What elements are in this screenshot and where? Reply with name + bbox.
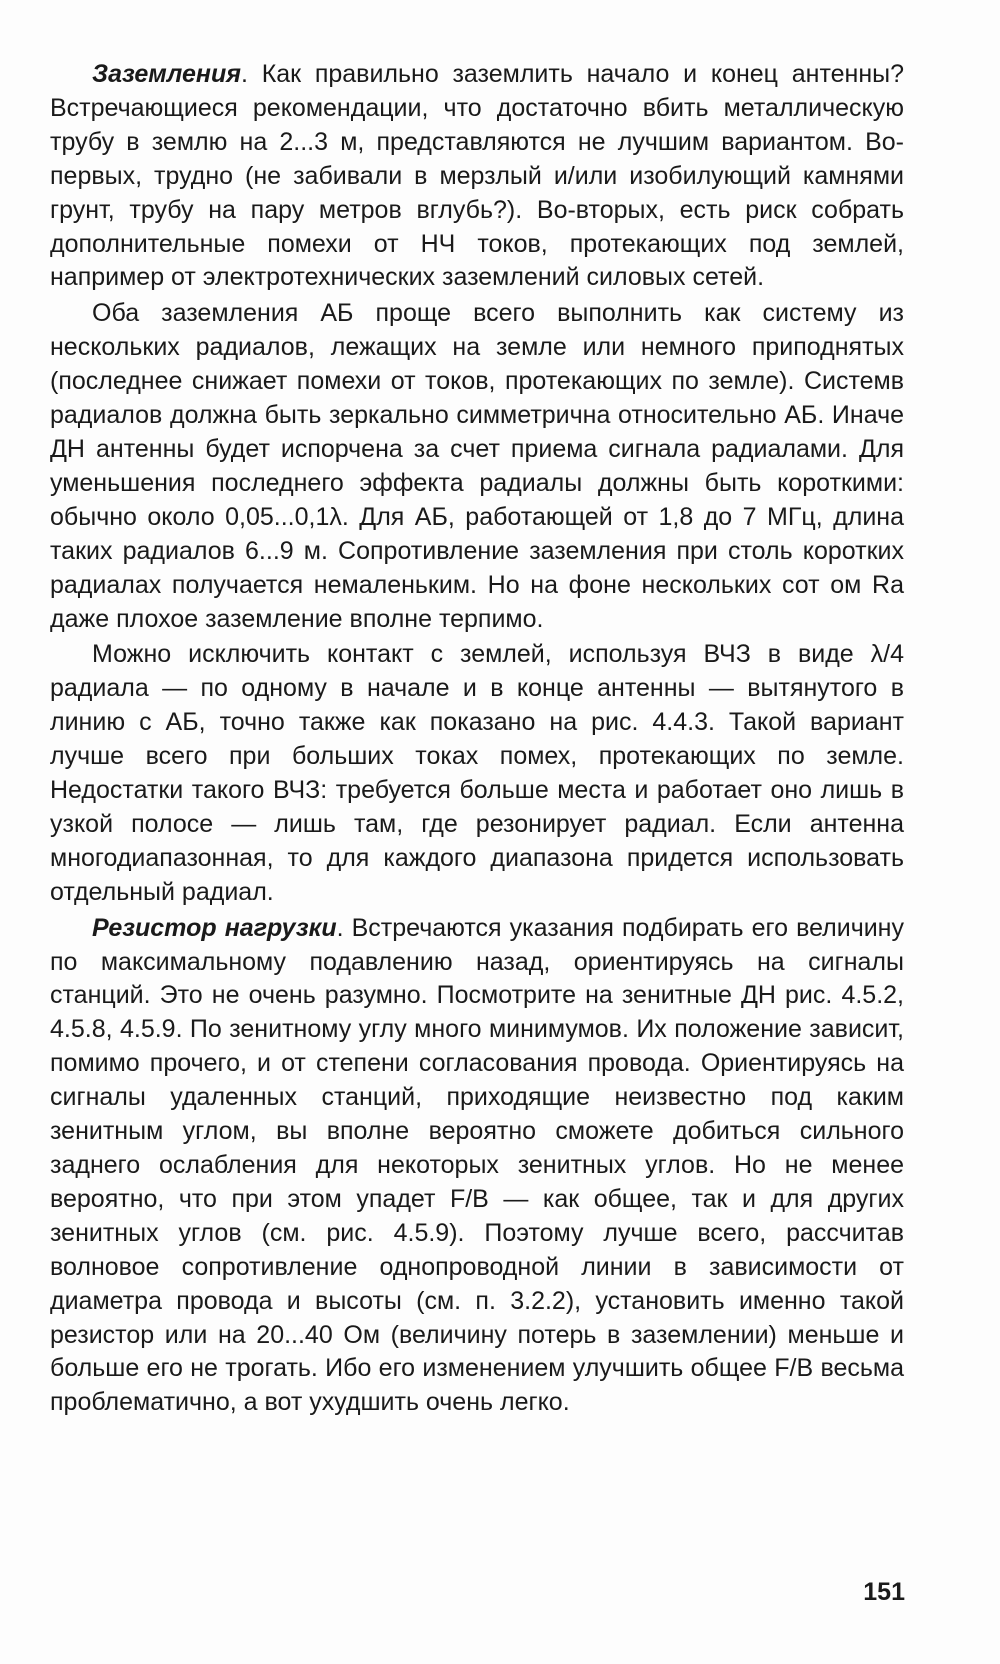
paragraph-lead-heading: Резистор нагрузки: [92, 913, 337, 942]
paragraph-text: Оба заземления АБ проще всего выполнить как систему из нескольких радиалов, лежащих на земле или немного приподнятых (последнее снижает помехи от токов, протекающих по земле). Системв радиалов должна быть зеркально симметрична относительно АБ. Иначе ДН антенны будет испорчена за счет приема сигнала радиалами. Для уменьшения последнего эффекта радиалы должны быть короткими: обычно около 0,05...0,1λ. Для АБ, работающей от 1,8 до 7 МГц, длина таких радиалов 6...9 м. Сопротивление заземления при столь коротких радиалах получается немаленьким. Но на фоне нескольких сот ом Ra даже плохое заземление вполне терпимо.: [50, 299, 904, 633]
body-text: [50, 58, 904, 1422]
paragraph-text: . Встречаются указания подбирать его величину по максимальному подавлению назад, ориентируясь на сигналы станций. Это не очень разумно. Посмотрите на зенитные ДН рис. 4.5.2, 4.5.8, 4.5.9. По зенитному углу много минимумов. Их положение зависит, помимо прочего, и от степени согласования провода. Ориентируясь на сигналы удаленных станций, приходящие неизвестно под каким зенитным углом, вы вполне вероятно сможете добиться сильного заднего ослабления для некоторых зенитных углов. Но не менее вероятно, что при этом упадет F/B — как общее, так и для других зенитных углов (см. рис. 4.5.9). Поэтому лучше всего, рассчитав волновое сопротивление однопроводной линии в зависимости от диаметра провода и высоты (см. п. 3.2.2), установить именно такой резистор или на 20...40 Ом (величину потерь в заземлении) меньше и больше его не трогать. Ибо его изменением улучшить общее F/B весьма проблематично, а вот ухудшить очень легко.: [50, 913, 904, 1417]
paragraph-lead-heading: Заземления: [92, 60, 242, 88]
paragraph-text: . Как правильно заземлить начало и конец антенны? Встречающиеся рекомендации, что достаточно вбить металлическую трубу в землю на 2...3 м, представляются не лучшим вариантом. Во-первых, трудно (не забивали в мерзлый и/или изобилующий камнями грунт, трубу на пару метров вглубь?). Во-вторых, есть риск собрать дополнительные помехи от НЧ токов, протекающих под землей, например от электротехнических заземлений силовых сетей.: [50, 60, 904, 292]
paragraph-text: Можно исключить контакт с землей, используя ВЧЗ в виде λ/4 радиала — по одному в начале и в конце антенны — вытянутого в линию с АБ, точно также как показано на рис. 4.4.3. Такой вариант лучше всего при больших токах помех, протекающих по земле. Недостатки такого ВЧЗ: требуется больше места и работает оно лишь в узкой полосе — лишь там, где резонирует радиал. Если антенна многодиапазонная, то для каждого диапазона придется использовать отдельный радиал.: [50, 640, 904, 906]
paragraph-radials: [50, 297, 904, 636]
paragraph-quarter-wave-radial: [50, 638, 904, 909]
paragraph-grounding: [50, 58, 904, 295]
paragraph-load-resistor: [50, 912, 904, 1421]
page-number: 151: [863, 1578, 905, 1606]
